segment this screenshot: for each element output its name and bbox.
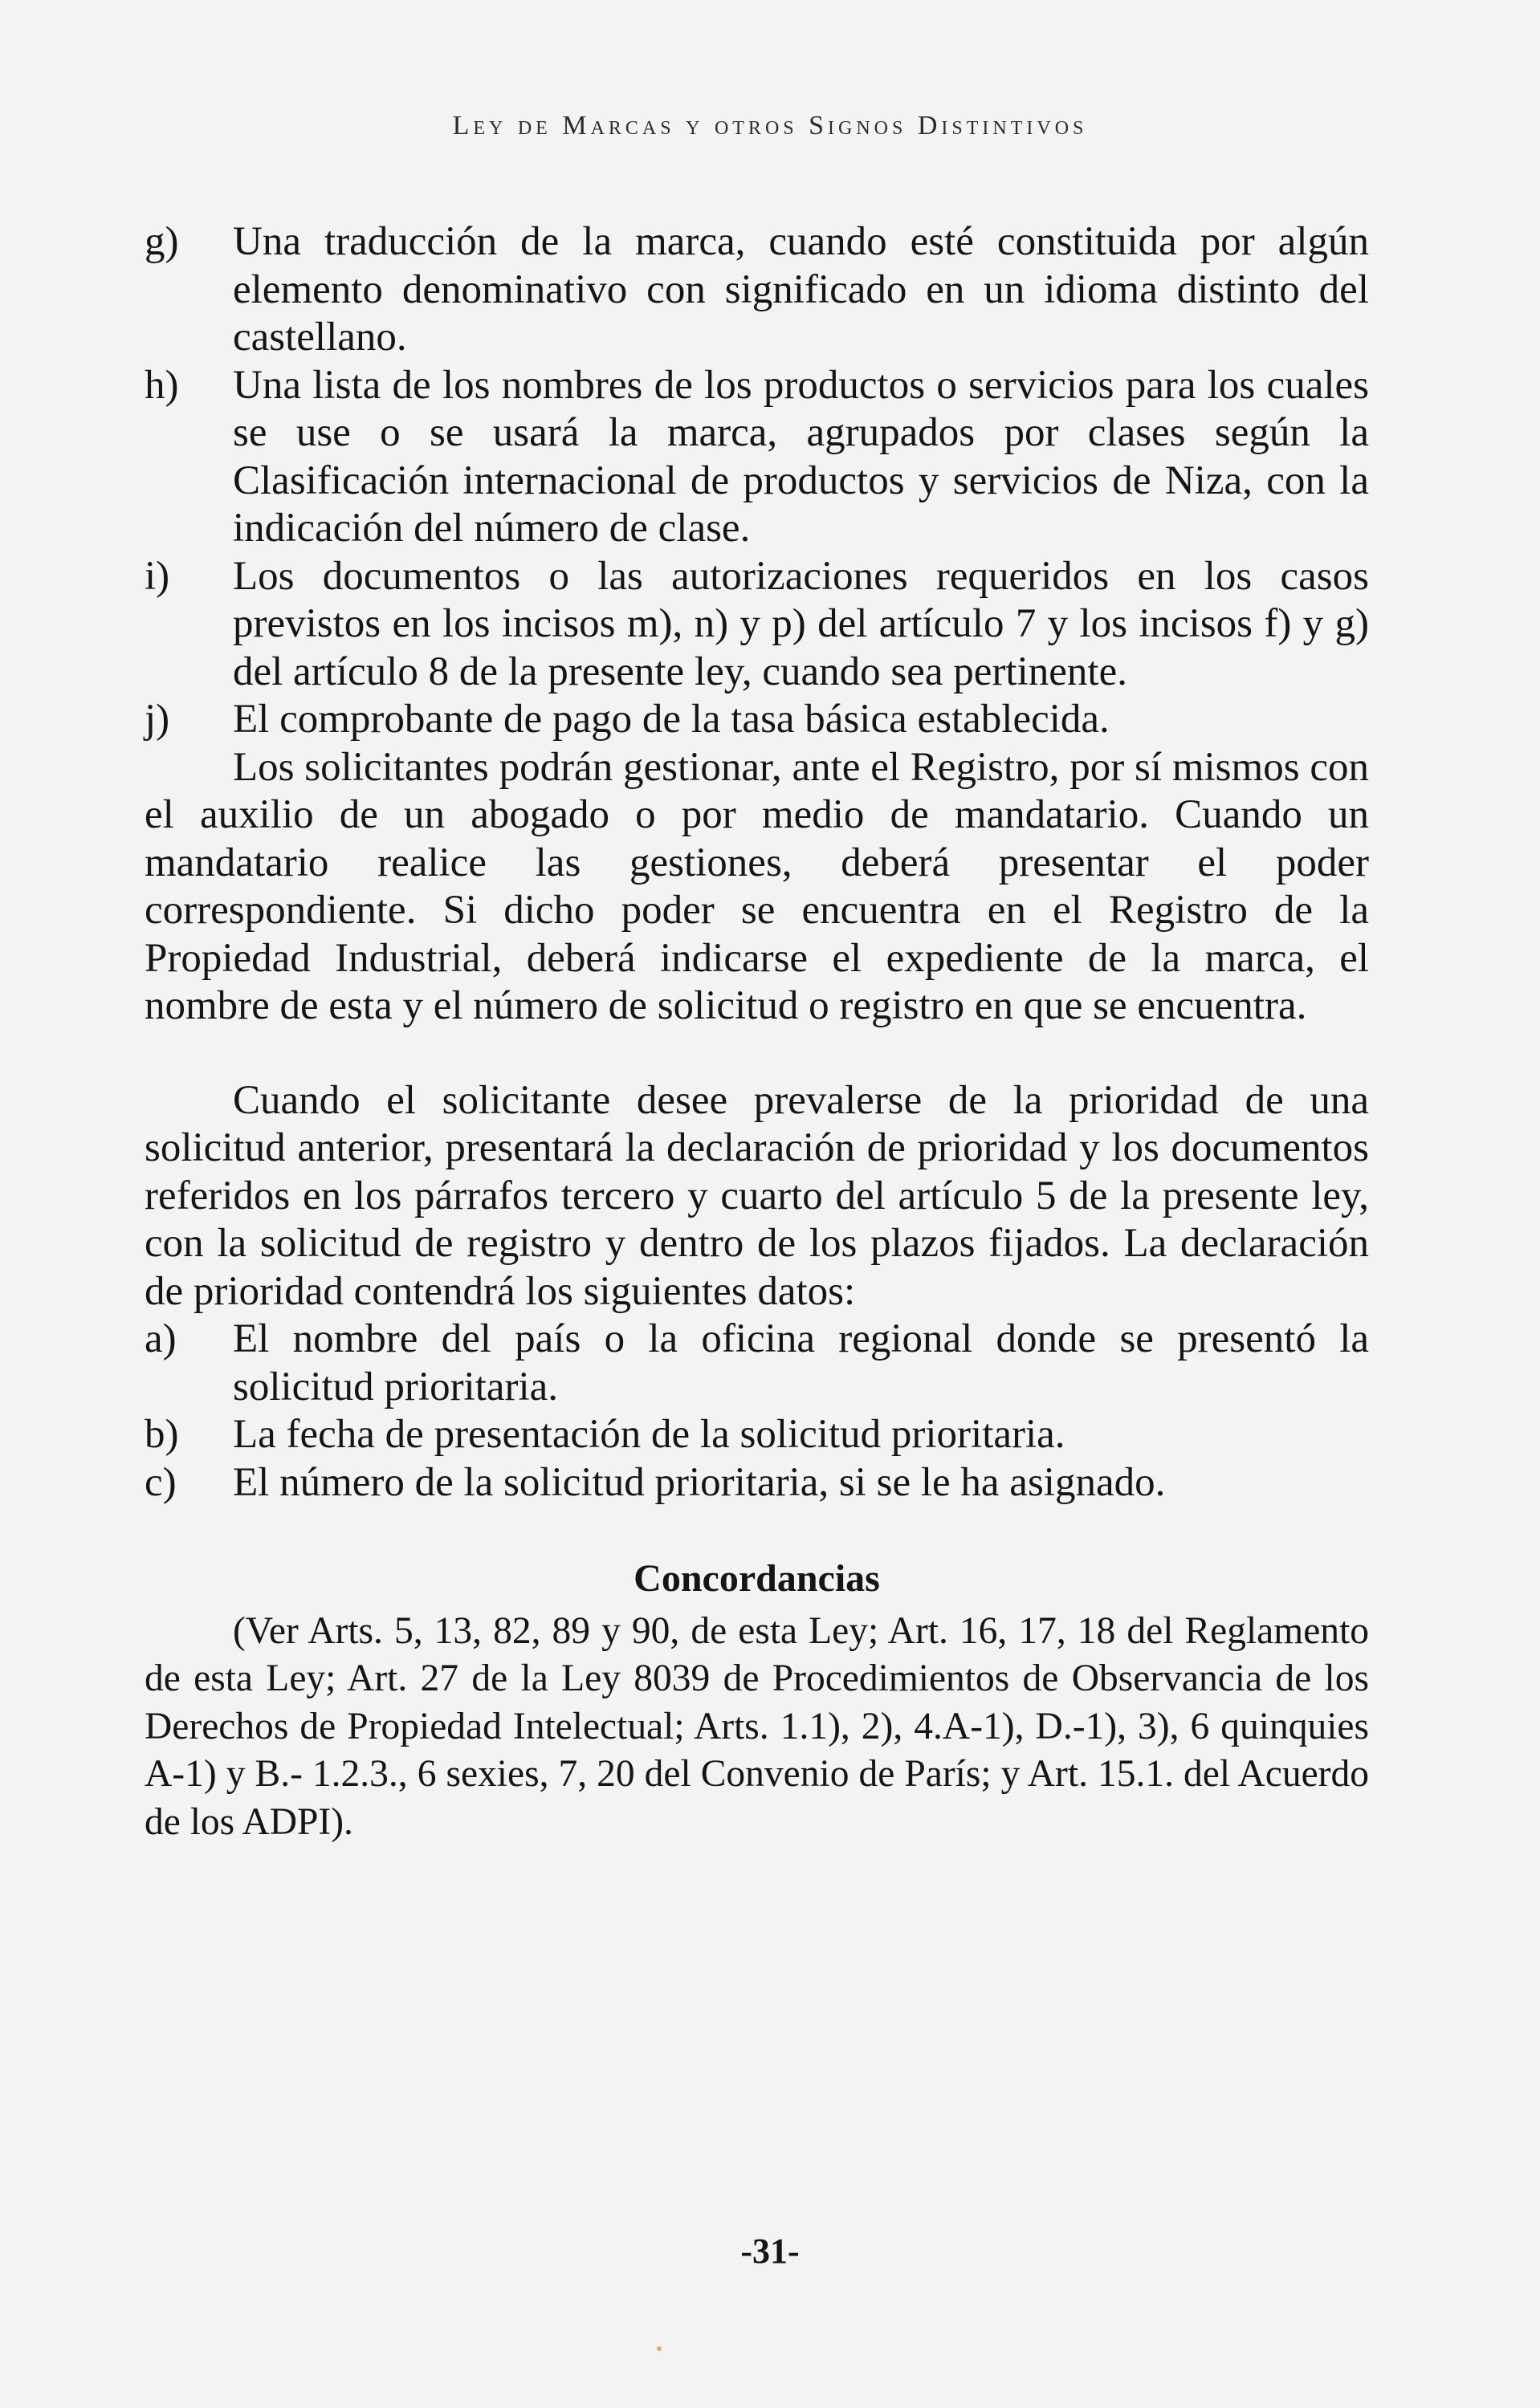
- list-marker: h): [145, 362, 179, 408]
- page-number: -31-: [740, 2231, 800, 2271]
- list-item-c: [145, 1459, 1369, 1507]
- list-item-text: El número de la solicitud prioritaria, si se le ha asignado.: [233, 1459, 1166, 1505]
- list-item-h: [145, 362, 1369, 553]
- page-body: [145, 218, 1369, 1846]
- paper-speck: [657, 2346, 662, 2351]
- list-item-b: [145, 1411, 1369, 1459]
- list-marker: a): [145, 1316, 177, 1361]
- running-header: Ley de Marcas y otros Signos Distintivos: [452, 111, 1088, 140]
- list-item-j: [145, 696, 1369, 744]
- concordancias-heading: Concordancias: [634, 1557, 880, 1600]
- list-item-g: [145, 218, 1369, 362]
- list-item-text: La fecha de presentación de la solicitud prioritaria.: [233, 1412, 1065, 1457]
- paragraph-gap: [145, 1031, 1369, 1077]
- list-item-text: El nombre del país o la oficina regional donde se presentó la solicitud prioritaria.: [233, 1316, 1369, 1409]
- list-marker: j): [145, 697, 170, 742]
- paragraph-representation: Los solicitantes podrán gestionar, ante el Registro, por sí mismos con el auxilio de un abogado o por medio de mandatario. Cuando un mandatario realice las gestiones, deberá presentar el poder correspondiente. Si dicho poder se encuentra en el Registro de la Propiedad Industrial, deberá indicarse el expediente de la marca, el nombre de esta y el número de solicitud o registro en que se encuentra.: [145, 744, 1369, 1028]
- list-item-text: Una traducción de la marca, cuando esté constituida por algún elemento denominativo con significado en un idioma distinto del castellano.: [233, 219, 1369, 360]
- list-item-text: Los documentos o las autorizaciones requeridos en los casos previstos en los incisos m), n) y p) del artículo 7 y los incisos f) y g) del artículo 8 de la presente ley, cuando sea pertinente.: [233, 553, 1369, 694]
- list-marker: c): [145, 1459, 177, 1505]
- list-item-text: El comprobante de pago de la tasa básica establecida.: [233, 697, 1110, 742]
- paragraph-priority: Cuando el solicitante desee prevalerse de la prioridad de una solicitud anterior, presentará la declaración de prioridad y los documentos referidos en los párrafos tercero y cuarto del artículo 5 de la presente ley, con la solicitud de registro y dentro de los plazos fijados. La declaración de prioridad contendrá los siguientes datos:: [145, 1077, 1369, 1314]
- concordancias-text: (Ver Arts. 5, 13, 82, 89 y 90, de esta Ley; Art. 16, 17, 18 del Reglamento de esta Ley; Art. 27 de la Ley 8039 de Procedimientos de Observancia de los Derechos de Propiedad Intelectual; Arts. 1.1), 2), 4.A-1), D.-1), 3), 6 quinquies A-1) y B.- 1.2.3., 6 sexies, 7, 20 del Convenio de París; y Art. 15.1. del Acuerdo de los ADPI).: [145, 1609, 1369, 1843]
- list-marker: b): [145, 1412, 179, 1457]
- list-item-a: [145, 1316, 1369, 1411]
- list-marker: g): [145, 219, 179, 264]
- list-marker: i): [145, 553, 170, 599]
- list-item-text: Una lista de los nombres de los productos o servicios para los cuales se use o se usará la marca, agrupados por clases según la Clasificación internacional de productos y servicios de Niza, con la indicación del número de clase.: [233, 362, 1369, 551]
- list-item-i: [145, 553, 1369, 697]
